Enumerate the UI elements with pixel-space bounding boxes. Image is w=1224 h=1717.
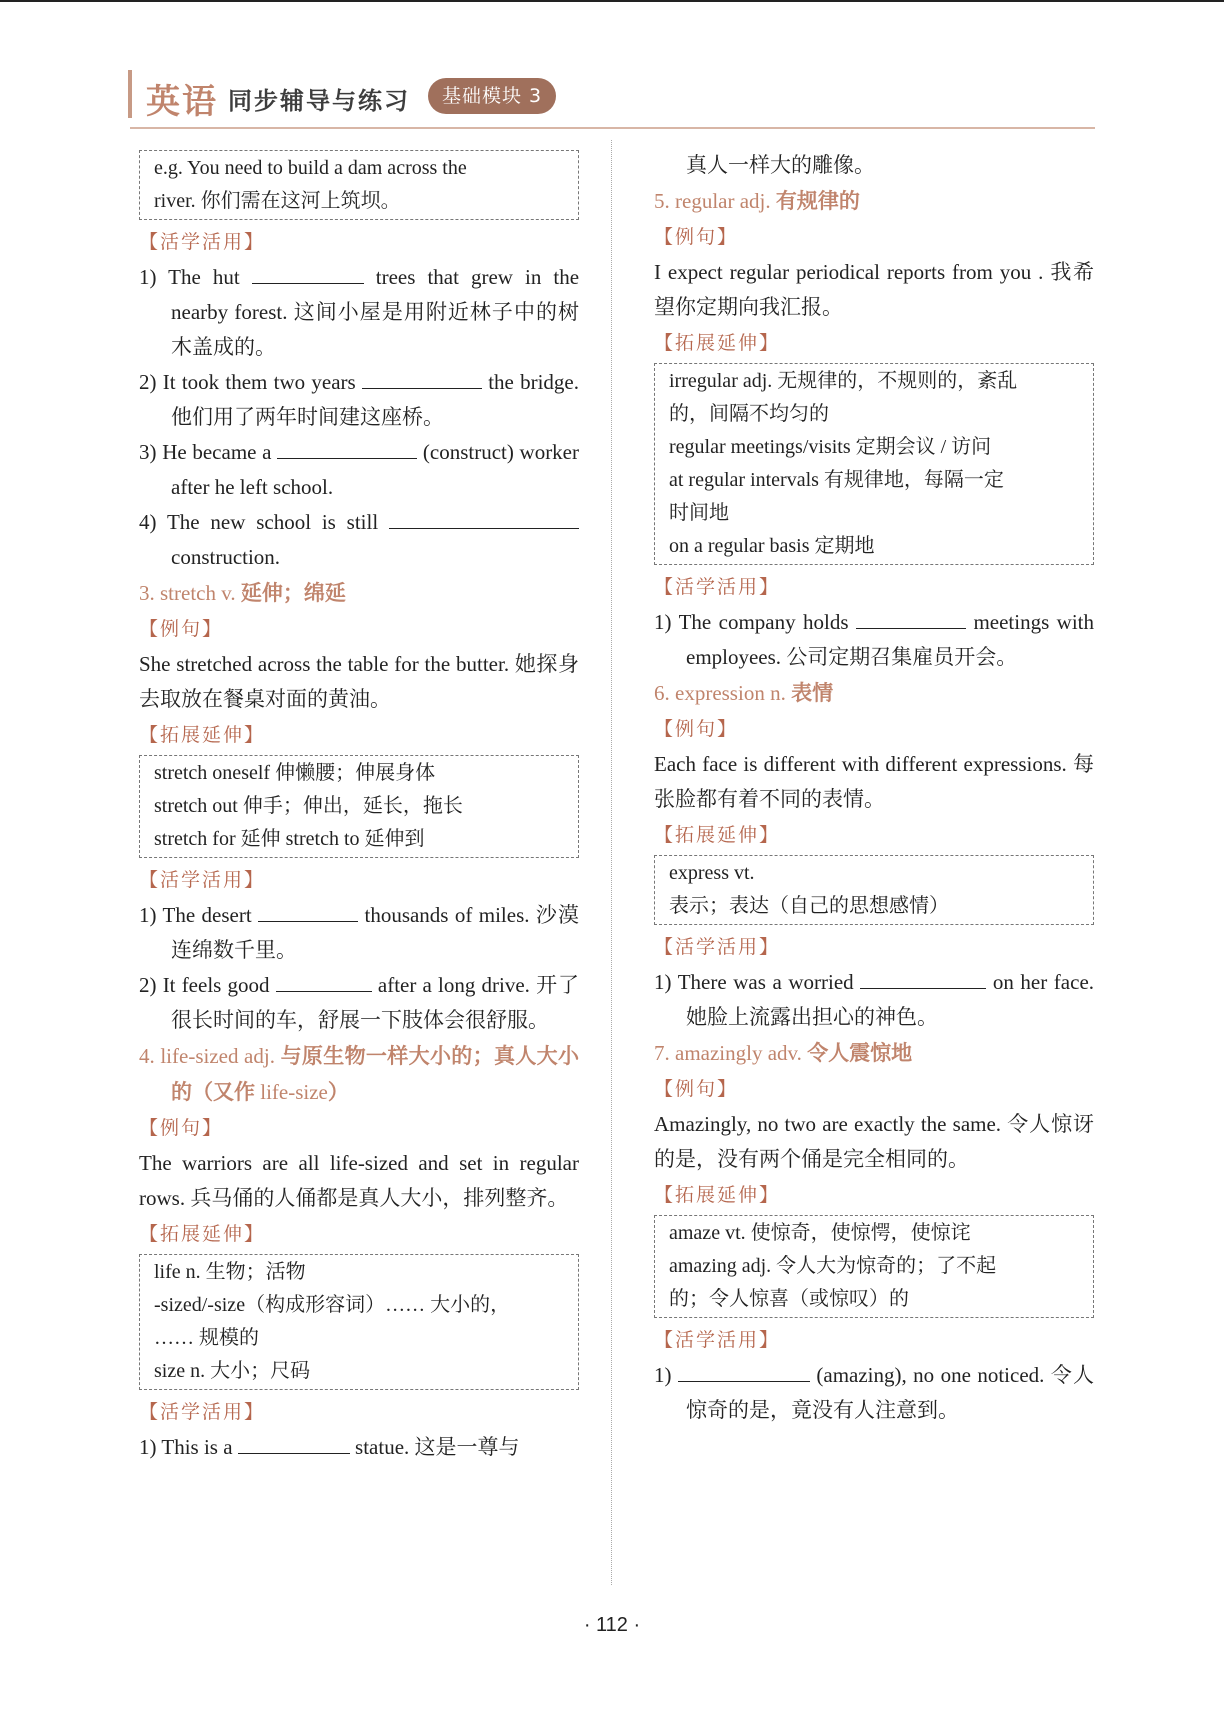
box-line: size n. 大小；尺码 bbox=[154, 1360, 311, 1382]
extend-box-stretch bbox=[139, 755, 579, 858]
tag-practice: 【活学活用】 bbox=[139, 869, 266, 891]
answer-blank[interactable] bbox=[258, 901, 358, 922]
tag-extend: 【拓展延伸】 bbox=[139, 724, 266, 746]
entry-heading-regular: 5. regular adj. 有规律的 bbox=[654, 189, 860, 213]
top-border bbox=[0, 0, 1224, 2]
exercise-item: 1) The hut trees that grew in the nearby forest. 这间小屋是用附近林子中的树木盖成的。 bbox=[139, 265, 580, 359]
answer-blank[interactable] bbox=[238, 1433, 350, 1454]
example-box-construct bbox=[139, 150, 579, 220]
example-sentence: Each face is different with different expressions. 每张脸都有着不同的表情。 bbox=[654, 752, 1094, 811]
answer-blank[interactable] bbox=[678, 1361, 810, 1382]
tag-extend: 【拓展延伸】 bbox=[654, 332, 781, 354]
box-line: river. 你们需在这河上筑坝。 bbox=[154, 190, 401, 212]
exercise-item: 3) He became a (construct) worker after he left school. bbox=[139, 440, 579, 499]
answer-blank[interactable] bbox=[860, 968, 986, 989]
box-line: regular meetings/visits 定期会议 / 访问 bbox=[669, 436, 992, 458]
tag-example: 【例句】 bbox=[139, 1117, 224, 1139]
box-line: e.g. You need to build a dam across the bbox=[154, 157, 467, 179]
tag-example: 【例句】 bbox=[654, 226, 739, 248]
extend-box-regular bbox=[654, 363, 1094, 565]
exercise-item: 1) The desert thousands of miles. 沙漠连绵数千里。 bbox=[139, 903, 580, 962]
box-line: life n. 生物；活物 bbox=[154, 1261, 306, 1283]
example-sentence: The warriors are all life-sized and set in regular rows. 兵马俑的人俑都是真人大小，排列整齐。 bbox=[139, 1151, 579, 1210]
box-line: amaze vt. 使惊奇，使惊愕，使惊诧 bbox=[669, 1222, 971, 1244]
answer-blank[interactable] bbox=[856, 608, 966, 629]
example-sentence: Amazingly, no two are exactly the same. 令人惊讶的是，没有两个俑是完全相同的。 bbox=[654, 1112, 1094, 1171]
box-line: on a regular basis 定期地 bbox=[669, 535, 875, 557]
tag-example: 【例句】 bbox=[654, 1078, 739, 1100]
tag-practice: 【活学活用】 bbox=[654, 936, 781, 958]
header-title-sub: 同步辅导与练习 bbox=[228, 87, 410, 115]
exercise-item: 1) The company holds meetings with employees. 公司定期召集雇员开会。 bbox=[654, 610, 1095, 669]
box-line: 的，间隔不均匀的 bbox=[669, 403, 829, 425]
header-title-main: 英语 bbox=[146, 82, 218, 122]
box-line: irregular adj. 无规律的，不规则的，紊乱 bbox=[669, 370, 1018, 392]
answer-blank[interactable] bbox=[389, 508, 579, 529]
extend-box-amazingly bbox=[654, 1215, 1094, 1318]
left-column bbox=[139, 148, 579, 1465]
answer-blank[interactable] bbox=[252, 263, 364, 284]
box-line: at regular intervals 有规律地，每隔一定 bbox=[669, 469, 1004, 491]
box-line: stretch oneself 伸懒腰；伸展身体 bbox=[154, 762, 436, 784]
page-number: · 112 · bbox=[583, 1614, 641, 1636]
example-sentence: I expect regular periodical reports from you . 我希望你定期向我汇报。 bbox=[654, 260, 1094, 319]
tag-example: 【例句】 bbox=[139, 618, 224, 640]
entry-heading-amazingly: 7. amazingly adv. 令人震惊地 bbox=[654, 1041, 913, 1065]
tag-extend: 【拓展延伸】 bbox=[139, 1223, 266, 1245]
exercise-item: 4) The new school is still construction. bbox=[139, 505, 579, 575]
header-badge: 基础模块 3 bbox=[428, 78, 556, 114]
extend-box-lifesized bbox=[139, 1254, 579, 1390]
exercise-item: 2) It took them two years the bridge. 他们用了两年时间建这座桥。 bbox=[139, 370, 580, 429]
exercise-item: 1) (amazing), no one noticed. 令人惊奇的是，竟没有人注意到。 bbox=[654, 1363, 1095, 1422]
answer-blank[interactable] bbox=[362, 368, 482, 389]
tag-practice: 【活学活用】 bbox=[139, 231, 266, 253]
tag-extend: 【拓展延伸】 bbox=[654, 1184, 781, 1206]
column-divider bbox=[611, 140, 612, 1585]
box-line: stretch out 伸手；伸出，延长，拖长 bbox=[154, 795, 463, 817]
box-line: 时间地 bbox=[669, 502, 729, 524]
header-accent-bar bbox=[128, 70, 132, 118]
box-line: …… 规模的 bbox=[154, 1327, 259, 1349]
answer-blank[interactable] bbox=[276, 971, 372, 992]
box-line: 的；令人惊喜（或惊叹）的 bbox=[669, 1288, 909, 1310]
box-line: amazing adj. 令人大为惊奇的；了不起 bbox=[669, 1255, 997, 1277]
exercise-item: 1) There was a worried on her face. 她脸上流露出担心的神色。 bbox=[654, 970, 1095, 1029]
tag-practice: 【活学活用】 bbox=[654, 1329, 781, 1351]
page-header bbox=[128, 70, 1100, 120]
box-line: express vt. bbox=[669, 862, 755, 884]
header-rule bbox=[130, 127, 1095, 129]
tag-example: 【例句】 bbox=[654, 718, 739, 740]
tag-practice: 【活学活用】 bbox=[139, 1401, 266, 1423]
exercise-item: 1) This is a statue. 这是一尊与 bbox=[139, 1435, 520, 1459]
box-line: 表示；表达（自己的思想感情） bbox=[669, 895, 949, 917]
tag-extend: 【拓展延伸】 bbox=[654, 824, 781, 846]
exercise-item: 2) It feels good after a long drive. 开了很长时间的车，舒展一下肢体会很舒服。 bbox=[139, 973, 580, 1032]
box-line: stretch for 延伸 stretch to 延伸到 bbox=[154, 828, 425, 850]
entry-heading-stretch: 3. stretch v. 延伸；绵延 bbox=[139, 581, 346, 605]
continued-text: 真人一样大的雕像。 bbox=[686, 153, 875, 177]
entry-heading-lifesized: 4. life-sized adj. 与原生物一样大小的；真人大小的（又作 life-size） bbox=[139, 1044, 580, 1104]
tag-practice: 【活学活用】 bbox=[654, 576, 781, 598]
entry-heading-expression: 6. expression n. 表情 bbox=[654, 681, 834, 705]
example-sentence: She stretched across the table for the butter. 她探身去取放在餐桌对面的黄油。 bbox=[139, 652, 579, 711]
box-line: -sized/-size（构成形容词）…… 大小的， bbox=[154, 1294, 511, 1316]
answer-blank[interactable] bbox=[277, 438, 417, 459]
extend-box-expression bbox=[654, 855, 1094, 925]
right-column bbox=[654, 148, 1094, 1428]
